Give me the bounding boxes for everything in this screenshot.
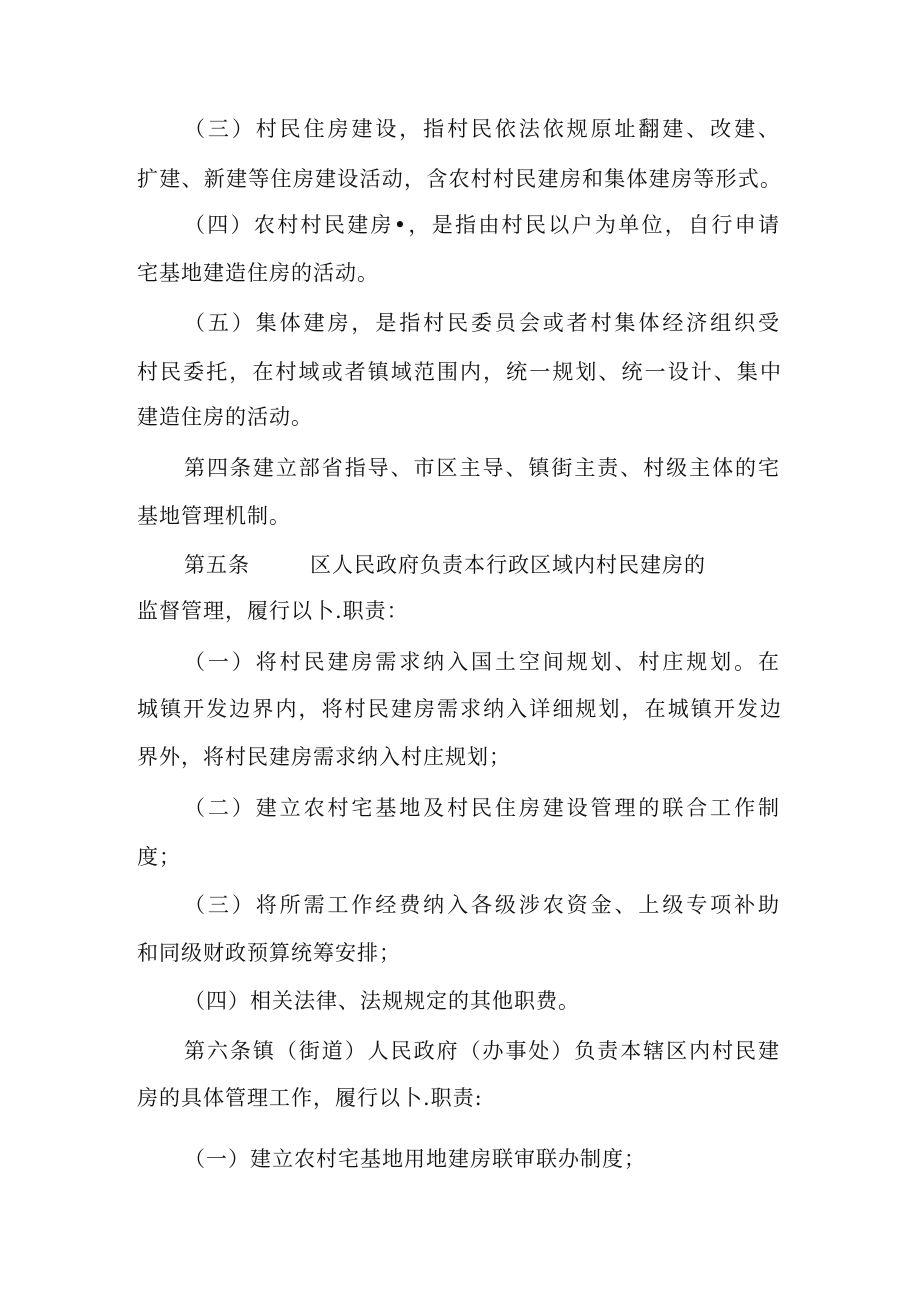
paragraph-line: （四）相关法律、法规规定的其他职费。 <box>184 989 580 1013</box>
paragraph-line: （三）村民住房建设，指村民依法依规原址翻建、改建、 <box>184 117 780 141</box>
paragraph-line: （五）集体建房，是指村民委员会或者村集体经济组织受 <box>184 311 780 335</box>
paragraph-line: （二）建立农村宅基地及村民住房建设管理的联合工作制 <box>184 796 780 820</box>
paragraph-line: 基地管理机制。 <box>137 504 291 528</box>
paragraph-line: （一）建立农村宅基地用地建房联审联办制度； <box>184 1147 646 1171</box>
paragraph-line: 村民委托，在村域或者镇域范围内，统一规划、统一设计、集中 <box>137 360 782 384</box>
paragraph-line: （四）农村村民建房•，是指由村民以户为单位，自行申请 <box>184 213 780 237</box>
paragraph-line: 界外，将村民建房需求纳入村庄规划； <box>137 745 511 769</box>
article-heading: 第五条 <box>184 553 250 577</box>
paragraph-line: （三）将所需工作经费纳入各级涉农资金、上级专项补助 <box>184 893 780 917</box>
paragraph-line: 第六条镇（街道）人民政府（办事处）负责本辖区内村民建 <box>184 1039 780 1063</box>
paragraph-line: 建造住房的活动。 <box>137 405 313 429</box>
paragraph-line: 区人民政府负责本行政区域内村民建房的 <box>310 553 706 577</box>
paragraph-line: 房的具体管理工作，履行以卜.职责: <box>137 1086 483 1110</box>
paragraph-line: 扩建、新建等住房建设活动，含农村村民建房和集体建房等形式。 <box>137 167 782 191</box>
paragraph-line: 宅基地建造住房的活动。 <box>137 261 379 285</box>
paragraph-line: 度； <box>137 845 181 869</box>
paragraph-line: （一）将村民建房需求纳入国土空间规划、村庄规划。在 <box>184 650 780 674</box>
paragraph-line: 城镇开发边界内，将村民建房需求纳入详细规划，在城镇开发边 <box>137 697 782 721</box>
paragraph-line: 第四条建立部省指导、市区主导、镇街主责、村级主体的宅 <box>184 456 780 480</box>
paragraph-line: 监督管理，履行以卜.职责： <box>137 599 409 623</box>
paragraph-line: 和同级财政预算统筹安排； <box>137 941 401 965</box>
